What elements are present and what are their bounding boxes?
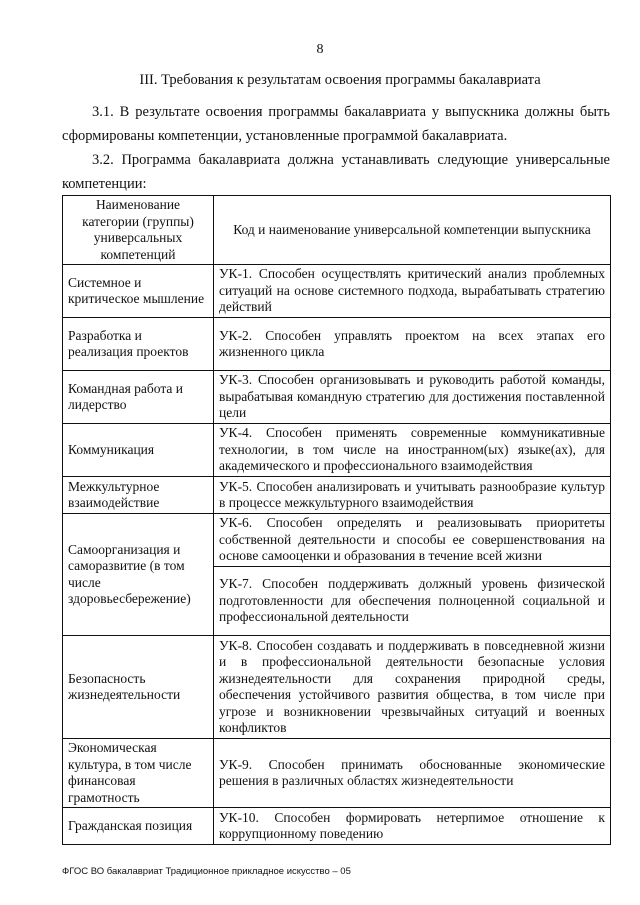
category-cell: Системное и критическое мышление — [63, 265, 214, 318]
table-row — [63, 318, 611, 371]
table-row — [63, 808, 611, 845]
table-row — [63, 514, 611, 567]
competency-cell: УК-7. Способен поддерживать должный уровень физической подготовленности для обеспечения полноценной социальной и профессиональной деятельности — [214, 567, 611, 636]
table-row — [63, 371, 611, 424]
category-cell: Межкультурное взаимодействие — [63, 477, 214, 514]
paragraph-3-2: 3.2. Программа бакалавриата должна устанавливать следующие универсальные компетенции: — [62, 152, 610, 192]
table-row — [63, 424, 611, 477]
category-cell: Командная работа и лидерство — [63, 371, 214, 424]
table-row — [63, 265, 611, 318]
table-row — [63, 477, 611, 514]
competency-cell: УК-3. Способен организовывать и руководить работой команды, вырабатывая командную стратегию для достижения поставленной цели — [214, 371, 611, 424]
paragraph-3-1: 3.1. В результате освоения программы бакалавриата у выпускника должны быть сформированы компетенции, установленные программой бакалавриата. — [62, 104, 610, 144]
competency-cell: УК-10. Способен формировать нетерпимое отношение к коррупционному поведению — [214, 808, 611, 845]
category-cell: Разработка и реализация проектов — [63, 318, 214, 371]
table-header-row — [63, 196, 611, 265]
category-cell: Гражданская позиция — [63, 808, 214, 845]
table-row — [63, 636, 611, 739]
category-cell: Безопасность жизнедеятельности — [63, 636, 214, 739]
page-number: 8 — [316, 42, 324, 57]
footer-text: ФГОС ВО бакалавриат Традиционное прикладное искусство – 05 — [62, 866, 351, 877]
section-title: III. Требования к результатам освоения программы бакалавриата — [139, 72, 541, 88]
header-competency: Код и наименование универсальной компетенции выпускника — [214, 196, 611, 265]
competency-cell: УК-8. Способен создавать и поддерживать в повседневной жизни и в профессиональной деятельности безопасные условия жизнедеятельности для сохранения природной среды, обеспечения устойчивого развития общества, в том числе при угрозе и возникновении чрезвычайных ситуаций и военных конфликтов — [214, 636, 611, 739]
table-row — [63, 739, 611, 808]
competency-cell: УК-1. Способен осуществлять критический анализ проблемных ситуаций на основе системного подхода, вырабатывать стратегию действий — [214, 265, 611, 318]
category-cell: Коммуникация — [63, 424, 214, 477]
competency-cell: УК-6. Способен определять и реализовывать приоритеты собственной деятельности и способы ее совершенствования на основе самооценки и образования в течение всей жизни — [214, 514, 611, 567]
competency-cell: УК-5. Способен анализировать и учитывать разнообразие культур в процессе межкультурного взаимодействия — [214, 477, 611, 514]
category-cell: Экономическая культура, в том числе финансовая грамотность — [63, 739, 214, 808]
header-category: Наименование категории (группы) универсальных компетенций — [63, 196, 214, 265]
category-cell: Самоорганизация и саморазвитие (в том числе здоровьесбережение) — [63, 514, 214, 636]
competency-cell: УК-9. Способен принимать обоснованные экономические решения в различных областях жизнедеятельности — [214, 739, 611, 808]
competency-cell: УК-4. Способен применять современные коммуникативные технологии, в том числе на иностранном(ых) языке(ах), для академического и профессионального взаимодействия — [214, 424, 611, 477]
competencies-table — [62, 195, 611, 845]
competency-cell: УК-2. Способен управлять проектом на всех этапах его жизненного цикла — [214, 318, 611, 371]
